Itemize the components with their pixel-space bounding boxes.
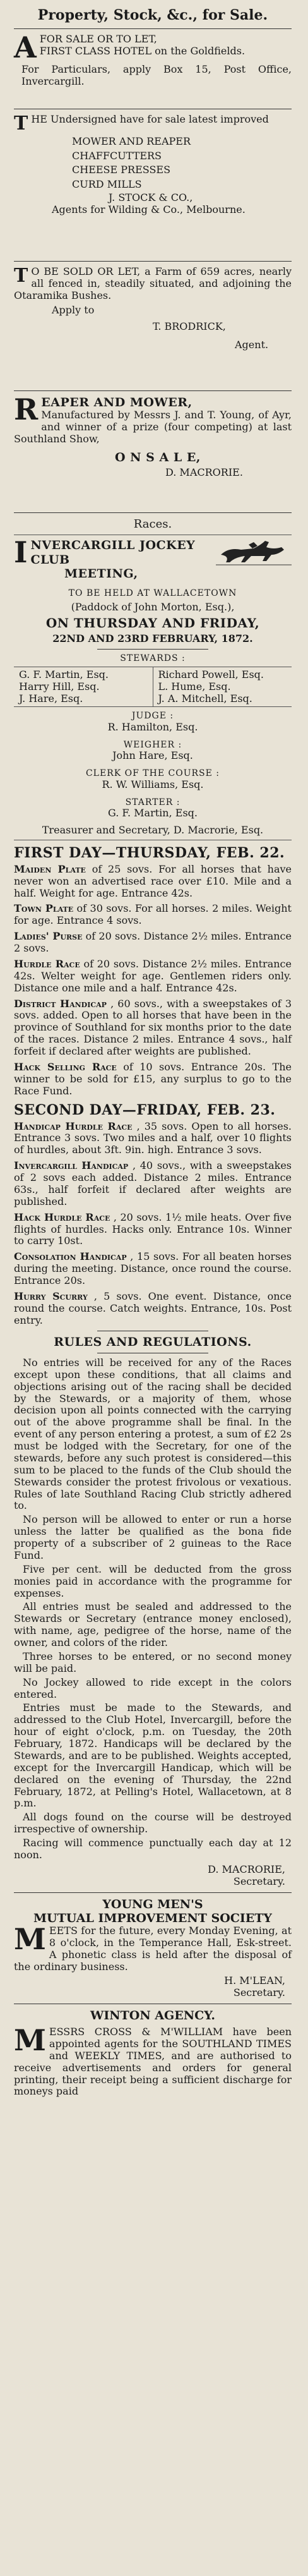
rule-paragraph: Three horses to be entered, or no second money will be paid.	[14, 1650, 292, 1674]
rules-title: RULES AND REGULATIONS.	[54, 1334, 252, 1349]
race-name: Hurry Scurry	[14, 1290, 88, 1302]
race-description: of 20 sovs. Distance 2½ miles. Entrance 42s. Welter weight for age. Gentlemen riders only. Distance one mile and a half. Entrance 42s.	[14, 957, 292, 994]
secretary-name: D. MACRORIE,	[208, 1863, 285, 1875]
weigher-name: John Hare, Esq.	[112, 749, 193, 762]
drop-cap: A	[14, 30, 37, 64]
race-description: of 20 sovs. Distance 2½ miles. Entrance 2 sovs.	[14, 930, 292, 955]
race-name: Maiden Plate	[14, 862, 86, 875]
society-sec-name: H. M'LEAN,	[224, 1974, 285, 1986]
advert-society	[14, 1897, 292, 1999]
divider	[14, 512, 292, 513]
race-entry	[14, 1160, 292, 1208]
section-header: Property, Stock, &c., for Sale.	[37, 7, 268, 23]
stewards-table	[14, 667, 292, 708]
weigher-label: WEIGHER :	[123, 739, 182, 750]
race-name: Hurdle Race	[14, 957, 80, 970]
society-title: YOUNG MEN'S	[102, 1897, 203, 1911]
drop-cap: T	[14, 264, 28, 287]
race-description: , 20 sovs. 1½ mile heats. Over five flights of hurdles. Hacks only. Entrance 10s. Winner to carry 10st.	[14, 1211, 292, 1247]
rule-paragraph: No person will be allowed to enter or run a horse unless the latter be qualified as the bona fide property of a subscriber of 2 guineas to the Race Fund.	[14, 1513, 292, 1561]
society-body: EETS for the future, every Monday Evening, at 8 o'clock, in the Temperance Hall, Esk-street. A phonetic class is held after the disposal of the ordinary business.	[14, 1925, 292, 1973]
advert-winton	[14, 2009, 292, 2098]
advert-body: Manufactured by Messrs J. and T. Young, of Ayr, and winner of a prize (four competing) at last Southland Show,	[14, 409, 292, 445]
divider	[14, 261, 292, 262]
paddock: (Paddock of John Morton, Esq.),	[71, 600, 235, 613]
apply-to: Apply to	[52, 303, 95, 316]
race-description: , 40 sovs., with a sweepstakes of 2 sovs each added. Distance 2 miles. Entrance 63s., half forfeit if declared after weights are published.	[14, 1159, 292, 1207]
race-description: , 35 sovs. Open to all horses. Entrance 3 sovs. Two miles and a half, over 10 flights of hurdles, about 3ft. 9in. high. Entrance 3 sovs.	[14, 1120, 292, 1156]
race-name: Town Plate	[14, 902, 74, 915]
race-description: , 5 sovs. One event. Distance, once round the course. Catch weights. Entrance, 10s. Post entry.	[14, 1290, 292, 1326]
rule-paragraph: Racing will commence punctually each day at 12 noon.	[14, 1837, 292, 1861]
clerk-label: CLERK OF THE COURSE :	[85, 768, 220, 779]
on-sale: O N S A L E,	[115, 450, 201, 464]
stewards-column-right	[153, 667, 292, 707]
list-item: CHAFFCUTTERS	[72, 149, 162, 162]
divider	[14, 28, 292, 29]
horse-racing-icon	[216, 536, 292, 569]
race-description: , 15 sovs. For all beaten horses during the meeting. Distance, once round the course. Entrance 20s.	[14, 1250, 292, 1286]
race-name: District Handicap	[14, 997, 107, 1010]
race-entry	[14, 998, 292, 1058]
day1-title: FIRST DAY—THURSDAY, FEB. 22.	[14, 844, 285, 861]
race-entry	[14, 1291, 292, 1327]
starter-label: STARTER :	[125, 797, 181, 807]
race-description: of 10 sovs. Entrance 20s. The winner to be sold for £15, any surplus to go to the Race Fund.	[14, 1060, 292, 1097]
race-entry	[14, 864, 292, 900]
advert-body: HE Undersigned have for sale latest improved	[31, 112, 269, 125]
club-name: NVERCARGILL JOCKEY CLUB	[30, 538, 196, 567]
steward-name: Harry Hill, Esq.	[19, 680, 100, 692]
held-at: TO BE HELD AT WALLACETOWN	[68, 588, 237, 599]
rule-paragraph: Five per cent. will be deducted from the gross monies paid in accordance with the programme for expenses.	[14, 1563, 292, 1599]
list-item: MOWER AND REAPER	[72, 135, 191, 147]
race-entry	[14, 1121, 292, 1157]
advert-hotel	[14, 30, 292, 104]
race-description: of 30 sovs. For all horses. 2 miles. Weight for age. Entrance 4 sovs.	[14, 902, 292, 927]
society-sec-role: Secretary.	[233, 1986, 285, 1999]
rule-paragraph: No Jockey allowed to ride except in the colors entered.	[14, 1676, 292, 1700]
divider	[14, 390, 292, 391]
stewards-label: STEWARDS :	[120, 653, 186, 664]
steward-name: Richard Powell, Esq.	[158, 668, 264, 680]
race-entry	[14, 1212, 292, 1248]
society-subtitle: MUTUAL IMPROVEMENT SOCIETY	[33, 1911, 272, 1925]
race-description: , 60 sovs., with a sweepstakes of 3 sovs. added. Open to all horses that have been in the province of Southland for six months prior to the date of the races. Distance 2 miles. Entrance 4 sovs., half forfeit if declared after weights are published.	[14, 997, 292, 1058]
advert-reaper	[14, 392, 292, 508]
treasurer: Treasurer and Secretary, D. Macrorie, Esq.	[42, 823, 264, 836]
advert-body: O BE SOLD OR LET, a Farm of 659 acres, nearly all fenced in, steadily situated, and adjoining the Otaramika Bushes.	[14, 265, 292, 301]
rule-paragraph: All entries must be sealed and addressed to the Stewards or Secretary (entrance money enclosed), with name, age, pedigree of the horse, name of the owner, and colors of the rider.	[14, 1600, 292, 1649]
rule-paragraph: No entries will be received for any of the Races except upon these conditions, that all claims and objections arising out of the racing shall be decided by the Stewards, or a majority of them, whose decision upon all points connected with the carrying out of the above programme shall be final. In the event of any person entering a protest, a sum of £2 2s must be lodged with the Secretary, for one of the stewards, before any such protest is considered—this sum to be placed to the funds of the Club should the Stewards consider the protest frivolous or vexatious. Rules of late Southland Racing Club strictly adhered to.	[14, 1356, 292, 1512]
stewards-column-left	[14, 667, 153, 707]
winton-title: WINTON AGENCY.	[90, 2008, 215, 2023]
section-title: Races.	[133, 517, 172, 531]
advert-heading: FOR SALE OR TO LET,	[39, 32, 157, 45]
day2-title: SECOND DAY—FRIDAY, FEB. 23.	[14, 1101, 276, 1118]
judge-name: R. Hamilton, Esq.	[107, 720, 198, 733]
race-description: of 25 sovs. For all horses that have never won an advertised race over £10. Mile and a half. Weight for age. Entrance 42s.	[14, 862, 292, 899]
advert-heading: EAPER AND MOWER,	[41, 395, 192, 409]
race-name: Handicap Hurdle Race	[14, 1120, 133, 1132]
firm-agents: Agents for Wilding & Co., Melbourne.	[52, 203, 246, 215]
agent-role: Agent.	[235, 339, 269, 351]
race-name: Consolation Handicap	[14, 1250, 127, 1263]
judge-label: JUDGE :	[131, 711, 174, 722]
winton-body: ESSRS CROSS & M'WILLIAM have been appointed agents for the SOUTHLAND TIMES and WEEKLY TIMES, and are authorised to receive advertisements and orders for general printing, their receipt being a sufficient discharge for moneys paid	[14, 2026, 292, 2098]
day2-races	[14, 1121, 292, 1327]
race-dates-detail: 22ND AND 23RD FEBRUARY, 1872.	[52, 632, 253, 645]
clerk-name: R. W. Williams, Esq.	[102, 778, 204, 790]
item-list	[14, 135, 292, 192]
drop-cap: M	[14, 1922, 46, 1957]
rules-list	[14, 1357, 292, 1861]
seller-name: D. MACRORIE.	[165, 466, 243, 479]
steward-name: G. F. Martin, Esq.	[19, 668, 109, 680]
race-entry	[14, 903, 292, 927]
list-item: CHEESE PRESSES	[72, 164, 171, 176]
divider	[14, 1892, 292, 1893]
steward-name: J. Hare, Esq.	[19, 692, 83, 704]
advert-farm	[14, 266, 292, 386]
rule-paragraph: Entries must be made to the Stewards, and addressed to the Club Hotel, Invercargill, before the hour of eight o'clock, p.m. on Tuesday, the 20th February, 1872. Handicaps will be declared by the Stewards, and are to be published. Weights accepted, except for the Invercargill Handicap, which will be declared on the evening of Thursday, the 22nd February, 1872, at Pelling's Hotel, Wallacetown, at 8 p.m.	[14, 1702, 292, 1810]
meeting-label: MEETING,	[64, 567, 138, 581]
secretary-role: Secretary.	[233, 1875, 285, 1887]
steward-name: L. Hume, Esq.	[158, 680, 231, 692]
rule-paragraph: All dogs found on the course will be destroyed irrespective of ownership.	[14, 1811, 292, 1835]
drop-cap: I	[14, 535, 28, 570]
firm-name: J. STOCK & CO.,	[109, 191, 193, 203]
advert-line: FIRST CLASS HOTEL on the Goldfields.	[39, 44, 246, 57]
race-entry	[14, 958, 292, 995]
race-entry	[14, 1061, 292, 1098]
race-entry	[14, 1251, 292, 1287]
list-item: CURD MILLS	[72, 178, 142, 190]
divider	[97, 649, 208, 650]
drop-cap: M	[14, 2023, 46, 2057]
race-name: Hack Hurdle Race	[14, 1211, 110, 1223]
race-notice	[14, 535, 292, 1887]
starter-name: G. F. Martin, Esq.	[108, 807, 198, 819]
race-name: Ladies' Purse	[14, 930, 83, 943]
race-dates: ON THURSDAY AND FRIDAY,	[45, 615, 260, 631]
race-entry	[14, 931, 292, 955]
day1-races	[14, 864, 292, 1098]
drop-cap: T	[14, 112, 28, 135]
advert-body: For Particulars, apply Box 15, Post Office, Invercargill.	[21, 63, 292, 87]
drop-cap: R	[14, 392, 38, 426]
advert-stock	[14, 114, 292, 257]
steward-name: J. A. Mitchell, Esq.	[158, 692, 252, 704]
race-name: Invercargill Handicap	[14, 1159, 129, 1172]
race-name: Hack Selling Race	[14, 1060, 117, 1073]
agent-name: T. BRODRICK,	[153, 320, 226, 333]
